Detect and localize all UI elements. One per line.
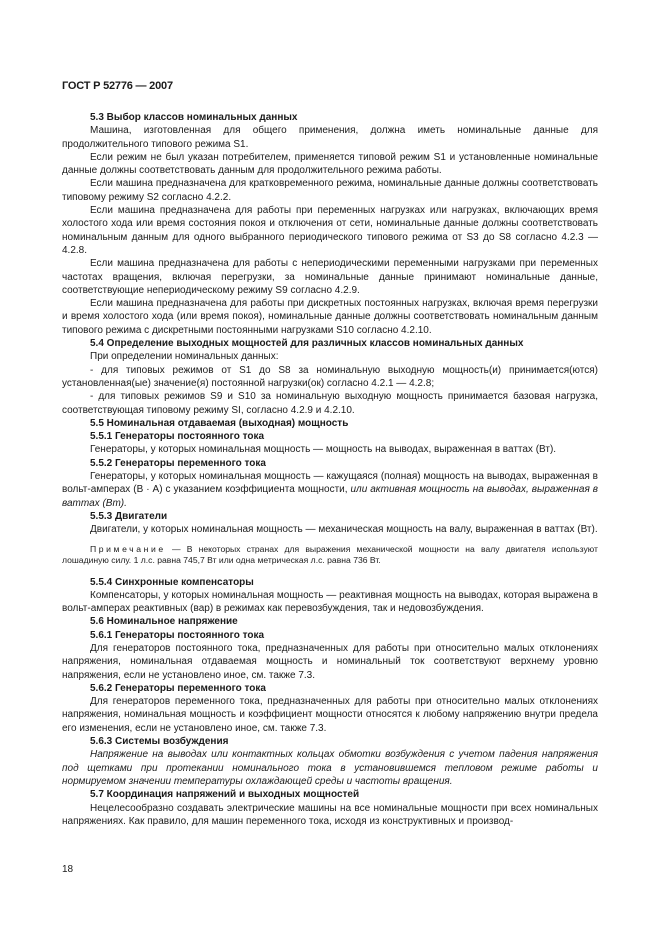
paragraph: Если машина предназначена для работы с непериодическими переменными нагрузками при переменных частотах вращения, включая перегрузки, за номинальные данные принимают номинальные данные, соответствующие непериодическому режиму S9 согласно 4.2.9.: [62, 258, 598, 296]
paragraph: Машина, изготовленная для общего применения, должна иметь номинальные данные для продолжительного типового режима S1.: [62, 125, 598, 150]
paragraph: Если машина предназначена для работы при дискретных постоянных нагрузках, включая время перегрузки и время холостого хода (или время покоя), номинальные данные должны соответствовать номинальным данным типового режима с дискретными постоянными нагрузками S10 согласно 4.2.10.: [62, 298, 598, 336]
paragraph: Если машина предназначена для работы при переменных нагрузках или нагрузках, включающих время холостого хода или время состояния покоя и отключения от сети, номинальные данные должны соответствовать номинальным данным для одного выбранного периодического типового режима от S3 до S8 согласно 4.2.3 — 4.2.8.: [62, 205, 598, 256]
paragraph: Двигатели, у которых номинальная мощность — механическая мощность на валу, выраженная в ваттах (Вт).: [90, 524, 598, 536]
note: [62, 544, 598, 567]
list-item: - для типовых режимов S9 и S10 за номинальную выходную мощность принимается базовая нагрузка, соответствующая типовому режиму SI, согласно 4.2.9 и 4.2.10.: [62, 391, 598, 416]
paragraph-text: Генераторы, у которых номинальная мощность — кажущаяся (полная) мощность на выводах, выраженная в вольт-амперах (В · А) с указанием коэффициента мощности,: [62, 471, 598, 496]
paragraph: Если режим не был указан потребителем, применяется типовой режим S1 и установленные номинальные данные должны соответствовать данным для продолжительного режима работы.: [62, 151, 598, 177]
section-heading-5-7: 5.7 Координация напряжений и выходных мощностей: [90, 789, 360, 801]
subsection-heading-5-6-1: 5.6.1 Генераторы постоянного тока: [90, 629, 265, 641]
subsection-heading-5-6-2: 5.6.2 Генераторы переменного тока: [90, 682, 266, 694]
subsection-heading-5-5-4: 5.5.4 Синхронные компенсаторы: [90, 576, 254, 588]
subsection-heading-5-6-3: 5.6.3 Системы возбуждения: [90, 736, 229, 748]
section-heading-5-6: 5.6 Номинальное напряжение: [90, 616, 238, 628]
section-heading-5-5: 5.5 Номинальная отдаваемая (выходная) мощность: [90, 417, 349, 429]
paragraph: При определении номинальных данных:: [90, 351, 279, 363]
section-heading-5-4: 5.4 Определение выходных мощностей для различных классов номинальных данных: [90, 338, 524, 350]
paragraph: Генераторы, у которых номинальная мощность — мощность на выводах, выраженная в ваттах (Вт).: [90, 444, 557, 456]
paragraph: Для генераторов переменного тока, предназначенных для работы при относительно малых отклонениях напряжения, номинальная мощность и коэффициент мощности относятся к любому напряжению внутри предела его изменения, если не установлено иное, см. также 7.3.: [62, 696, 598, 734]
subsection-heading-5-5-3: 5.5.3 Двигатели: [90, 510, 168, 522]
note-label: Примечание: [90, 543, 166, 554]
list-item: - для типовых режимов от S1 до S8 за номинальную выходную мощность(и) принимается(ются) установленная(ые) значение(я) постоянной нагрузки(ок) согласно 4.2.1 — 4.2.8;: [62, 364, 598, 389]
paragraph: Компенсаторы, у которых номинальная мощность — реактивная мощность на выводах, которая выражена в вольт-амперах реактивных (вар) в режимах как перевозбуждения, так и недовозбуждения.: [62, 589, 598, 615]
paragraph: Нецелесообразно создавать электрические машины на все номинальные мощности при всех номинальных напряжениях. Как правило, для машин переменного тока, исходя из конструктивных и производ-: [62, 802, 598, 827]
subsection-heading-5-5-2: 5.5.2 Генераторы переменного тока: [90, 457, 266, 469]
section-heading-5-3: 5.3 Выбор классов номинальных данных: [90, 112, 298, 123]
paragraph: Для генераторов постоянного тока, предназначенных для работы при относительно малых отклонениях напряжения, номинальная отдаваемая мощность и номинальный ток соответствуют верхнему уровню напряжения, если не установлено иное, см. также 7.3.: [62, 642, 598, 681]
paragraph-italic-text: или активная мощность на выводах, выраженная в ваттах (Вт).: [62, 484, 598, 509]
page-number: 18: [62, 864, 74, 875]
paragraph: [62, 470, 598, 510]
subsection-heading-5-5-1: 5.5.1 Генераторы постоянного тока: [90, 431, 265, 443]
main-content: [62, 111, 598, 828]
document-header: ГОСТ Р 52776 — 2007: [62, 80, 173, 92]
paragraph: Напряжение на выводах или контактных кольцах обмотки возбуждения с учетом падения напряжения под щетками при протекании номинального тока в установившемся тепловом режиме работы и нормируемом значении температуры охлаждающей среды и частоты вращения.: [62, 749, 598, 787]
paragraph: Если машина предназначена для кратковременного режима, номинальные данные должны соответствовать типовому режиму S2 согласно 4.2.2.: [62, 178, 598, 203]
note-text: — В некоторых странах для выражения механической мощности на валу двигателя используют лошадиную силу. 1 л.с. равна 745,7 Вт или одна метрическая л.с. равна 736 Вт.: [62, 543, 598, 565]
